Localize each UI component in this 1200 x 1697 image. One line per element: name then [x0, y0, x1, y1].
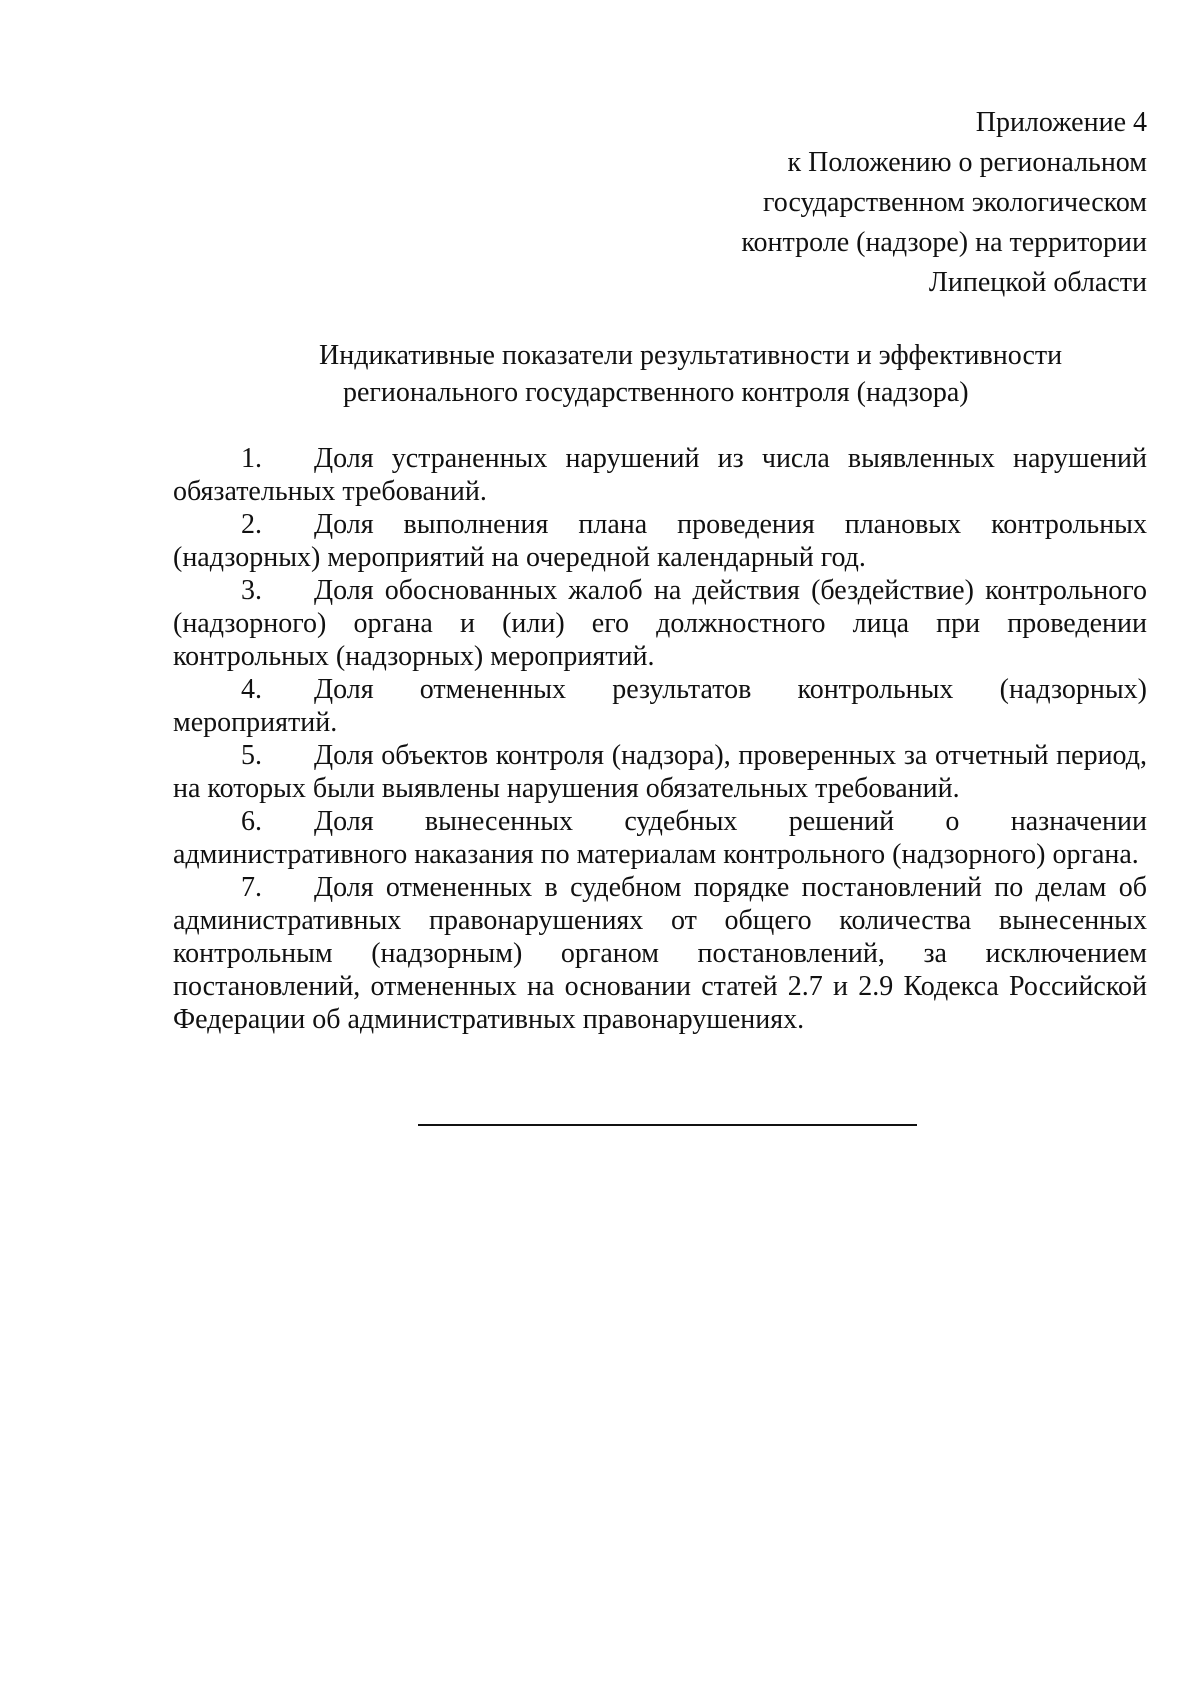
item-text: Доля объектов контроля (надзора), проверенных за отчетный период, на которых были выявлены нарушения обязательных требований.: [173, 740, 1147, 804]
item-text: Доля отмененных в судебном порядке постановлений по делам об административных правонарушениях от общего количества вынесенных контрольным (надзорным) органом постановлений, за исключением постановлений, отмененных на основании статей 2.7 и 2.9 Кодекса Российской Федерации об административных правонарушениях.: [173, 872, 1147, 1035]
item-text: Доля вынесенных судебных решений о назначении административного наказания по материалам контрольного (надзорного) органа.: [173, 806, 1147, 870]
item-number: 7.: [241, 872, 262, 903]
list-item: [173, 739, 1147, 805]
list-item: [173, 574, 1147, 673]
item-text: Доля отмененных результатов контрольных (надзорных) мероприятий.: [173, 674, 1147, 738]
annex-line: контроле (надзоре) на территории: [741, 227, 1147, 258]
list-item: [173, 508, 1147, 574]
item-text: Доля выполнения плана проведения плановых контрольных (надзорных) мероприятий на очередной календарный год.: [173, 509, 1147, 573]
annex-header: [587, 103, 1147, 303]
annex-line: к Положению о региональном: [787, 147, 1147, 178]
item-number: 5.: [241, 740, 262, 771]
list-item: [173, 871, 1147, 1036]
annex-line: Приложение 4: [975, 107, 1147, 138]
item-number: 1.: [241, 443, 262, 474]
list-item: [173, 442, 1147, 508]
annex-line: государственном экологическом: [762, 187, 1147, 218]
item-text: Доля обоснованных жалоб на действия (бездействие) контрольного (надзорного) органа и (или) его должностного лица при проведении контрольных (надзорных) мероприятий.: [173, 575, 1147, 672]
end-divider: [418, 1124, 917, 1126]
annex-line: Липецкой области: [928, 267, 1147, 298]
item-number: 4.: [241, 674, 262, 705]
item-text: Доля устраненных нарушений из числа выявленных нарушений обязательных требований.: [173, 443, 1147, 507]
list-item: [173, 673, 1147, 739]
item-number: 2.: [241, 509, 262, 540]
item-number: 3.: [241, 575, 262, 606]
title-line-1: Индикативные показатели результативности и эффективности: [319, 340, 1063, 371]
item-number: 6.: [241, 806, 262, 837]
indicator-list: [173, 442, 1147, 1036]
list-item: [173, 805, 1147, 871]
title-line-2: регионального государственного контроля (надзора): [343, 377, 969, 408]
